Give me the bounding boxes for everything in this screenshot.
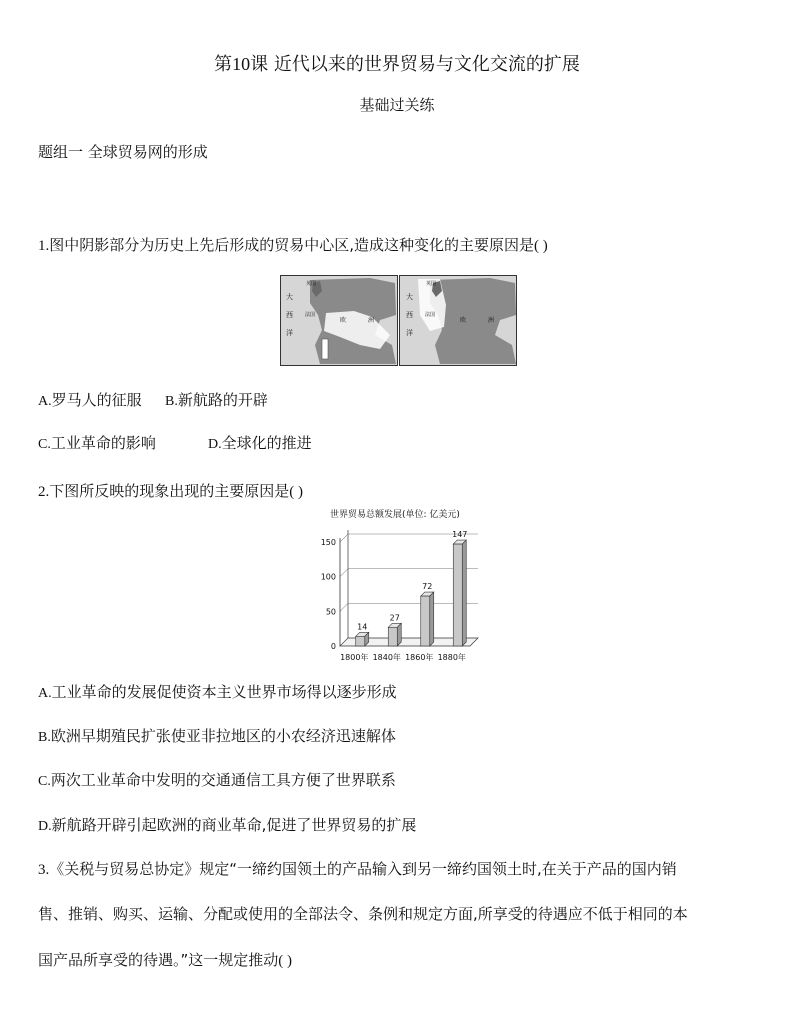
question-1 — [38, 234, 548, 255]
page-title — [0, 50, 794, 76]
label-xi: 西 — [406, 311, 413, 319]
title-number: 10 — [232, 54, 251, 74]
question-text: 图中阴影部分为历史上先后形成的贸易中心区,造成这种变化的主要原因是 — [49, 236, 535, 254]
option-letter: A. — [38, 686, 52, 701]
label-zhou: 洲 — [368, 317, 375, 324]
label-yang: 洋 — [406, 329, 413, 337]
option-text: 罗马人的征服 — [51, 391, 142, 409]
option-letter: B. — [165, 394, 178, 409]
bar-side — [430, 592, 434, 646]
page-subtitle: 基础过关练 — [359, 96, 435, 114]
map-left — [281, 276, 398, 366]
option-D[interactable] — [208, 432, 312, 453]
x-tick-label: 1860年 — [405, 653, 434, 662]
bar — [421, 596, 430, 646]
x-tick-label: 1840年 — [372, 653, 401, 662]
option-A[interactable] — [38, 389, 142, 410]
map-right — [400, 276, 517, 366]
option-C[interactable] — [38, 432, 156, 453]
option-text: 欧洲早期殖民扩张使亚非拉地区的小农经济迅速解体 — [50, 727, 396, 745]
label-england: 英国 — [426, 281, 437, 287]
x-tick-label: 1800年 — [340, 653, 369, 662]
trade-center-maps — [280, 275, 517, 366]
label-ou: 欧 — [340, 317, 347, 324]
q2-option-B[interactable] — [38, 725, 396, 746]
gridline-diag — [340, 603, 348, 611]
option-letter: D. — [208, 437, 222, 452]
question-3-line-1 — [38, 858, 677, 879]
gridline-diag — [340, 569, 348, 577]
label-zhou: 洲 — [488, 317, 495, 324]
question-text: 国产品所享受的待遇。”这一规定推动 — [38, 951, 279, 969]
data-label: 147 — [452, 530, 468, 540]
title-text: 课 近代以来的世界贸易与文化交流的扩展 — [250, 54, 580, 75]
question-3-line-2: 售、推销、购买、运输、分配或使用的全部法令、条例和规定方面,所享受的待遇应不低于相同的本 — [38, 905, 688, 923]
label-france: 法国 — [425, 312, 436, 318]
question-number: 3. — [38, 862, 50, 878]
y-tick-label: 100 — [320, 572, 336, 582]
label-da: 大 — [286, 293, 293, 301]
option-text: 新航路的开辟 — [177, 391, 268, 409]
title-prefix: 第 — [214, 54, 233, 75]
option-text: 工业革命的影响 — [50, 434, 156, 452]
data-label: 72 — [422, 582, 433, 592]
label-england: 英国 — [306, 281, 317, 287]
option-B[interactable] — [165, 389, 268, 410]
x-tick-label: 1880年 — [437, 653, 466, 662]
chart-title: 世界贸易总额发展(单位: 亿美元) — [330, 510, 460, 520]
answer-blank[interactable]: ( ) — [278, 953, 293, 969]
option-letter: C. — [38, 774, 51, 789]
data-label: 27 — [389, 613, 400, 623]
q2-option-A[interactable] — [38, 681, 397, 702]
option-text: 新航路开辟引起欧洲的商业革命,促进了世界贸易的扩展 — [51, 816, 417, 834]
question-3-line-3 — [38, 949, 292, 970]
answer-blank[interactable]: ( ) — [289, 484, 304, 500]
bar-side — [462, 540, 466, 646]
y-tick-label: 0 — [330, 642, 336, 651]
label-xi: 西 — [286, 311, 293, 319]
section-heading: 题组一 全球贸易网的形成 — [38, 143, 208, 161]
question-number: 2. — [38, 484, 50, 500]
question-number: 1. — [38, 238, 50, 254]
q2-option-D[interactable] — [38, 814, 416, 835]
label-france: 法国 — [305, 312, 316, 318]
label-da: 大 — [406, 293, 413, 301]
option-text: 工业革命的发展促使资本主义世界市场得以逐步形成 — [51, 683, 397, 701]
bar — [453, 544, 462, 646]
data-label: 14 — [357, 622, 368, 632]
option-letter: D. — [38, 819, 52, 834]
option-letter: A. — [38, 394, 52, 409]
y-tick-label: 150 — [320, 538, 336, 547]
y-tick-label: 50 — [325, 607, 336, 617]
gridline-diag — [340, 534, 348, 542]
question-text: 下图所反映的现象出现的主要原因是 — [49, 482, 290, 500]
option-letter: C. — [38, 437, 51, 452]
bar — [388, 627, 397, 646]
trade-bar-chart — [300, 506, 490, 666]
q2-option-C[interactable] — [38, 769, 396, 790]
label-ou: 欧 — [460, 317, 467, 324]
question-text: 《关税与贸易总协定》规定“一缔约国领土的产品输入到另一缔约国领土时,在关于产品的国内销 — [49, 860, 677, 878]
bar-side — [397, 623, 401, 646]
bar — [356, 636, 365, 646]
option-text: 全球化的推进 — [221, 434, 312, 452]
label-yang: 洋 — [286, 329, 293, 337]
question-2 — [38, 480, 303, 501]
answer-blank[interactable]: ( ) — [534, 238, 548, 254]
option-text: 两次工业革命中发明的交通通信工具方便了世界联系 — [50, 771, 396, 789]
option-letter: B. — [38, 730, 51, 745]
